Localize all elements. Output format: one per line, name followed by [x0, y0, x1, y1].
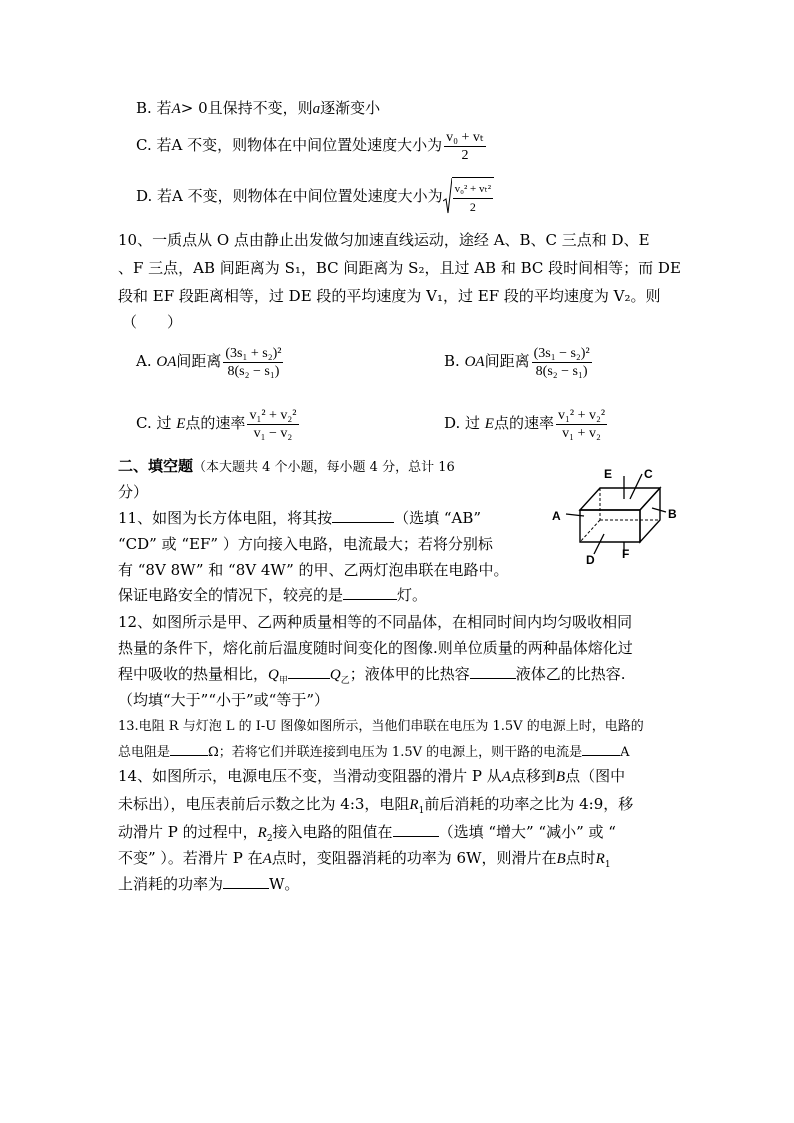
square-root: $\frac{\text{v₀² + vₜ²}}{2}$ [443, 177, 494, 217]
label-f: F [622, 547, 630, 561]
answer-blank [393, 822, 439, 837]
q10-option-d: D. 过 E点的速率 $\frac{\text{v₁² + v₂²}}{\text{v₁ + v₂}}$ [444, 407, 606, 441]
option-d: D. 若A 不变，则物体在中间位置处速度大小为 $\frac{\text{v₀² + vₜ²}}{2}$ [136, 176, 494, 217]
label-d: D [586, 553, 595, 567]
q10-option-b: B. OA间距离 $\frac{\text{(3s₁ − s₂)²}}{\text{8(s₂ − s₁)}}$ [444, 345, 590, 379]
option-b: B. 若A> 0且保持不变，则a逐渐变小 [136, 99, 381, 117]
q10-line2: 、F 三点，AB 间距离为 S₁，BC 间距离为 S₂，且过 AB 和 BC 段时间相等；而 DE [118, 259, 681, 277]
answer-blank [332, 508, 394, 523]
q11-line3: 有 “8V 8W” 和 “8V 4W” 的甲、乙两灯泡串联在电路中。 [118, 561, 509, 579]
section-heading-cont: 分） [118, 483, 149, 501]
q14-line1: 14、如图所示，电源电压不变，当滑动变阻器的滑片 P 从A点移到B点（图中 [118, 767, 626, 785]
answer-blank [470, 664, 516, 679]
label-b: B [668, 507, 677, 521]
answer-blank [288, 664, 330, 679]
label-a: A [552, 509, 561, 523]
answer-blank [170, 741, 208, 756]
cuboid-resistor-figure [548, 462, 688, 572]
q12-line3: 程中吸收的热量相比，$Q_甲$ $Q_乙$；液体甲的比热容 液体乙的比热容. [118, 665, 626, 686]
label-e: E [604, 467, 613, 481]
q11-line1: 11、如图为长方体电阻，将其按 （选填 “AB” [118, 509, 482, 527]
q10-line3: 段和 EF 段距离相等，过 DE 段的平均速度为 V₁，过 EF 段的平均速度为 V₂。则 [118, 287, 661, 305]
q14-line4: 不变” ）。若滑片 P 在A点时，变阻器消耗的功率为 6W，则滑片在B点时$R_1$ [118, 849, 611, 870]
q13-line1: 13.电阻 R 与灯泡 L 的 I-U 图像如图所示，当他们串联在电压为 1.5V 的电源上时，电路的 [118, 719, 644, 734]
q13-line2: 总电阻是 Ω；若将它们并联连接到电压为 1.5V 的电源上，则干路的电流是 A [118, 741, 630, 763]
answer-blank [582, 741, 620, 756]
answer-blank [223, 874, 269, 889]
q14-line5: 上消耗的功率为 W。 [118, 875, 300, 893]
q12-line1: 12、如图所示是甲、乙两种质量相等的不同晶体，在相同时间内均匀吸收相同 [118, 613, 633, 631]
q11-line2: “CD” 或 “EF” ）方向接入电路，电流最大；若将分别标 [118, 535, 493, 553]
q14-line3: 动滑片 P 的过程中，$R_2$接入电路的阻值在 （选填 “增大” “减小” 或 “ [118, 823, 616, 844]
q10-option-c: C. 过 E点的速率 $\frac{\text{v₁² + v₂²}}{\text{v₁ − v₂}}$ [136, 407, 297, 441]
q14-line2: 未标出），电压表前后示数之比为 4:3，电阻$R_1$前后消耗的功率之比为 4:9，移 [118, 795, 634, 816]
q10-line4: （ ） [122, 313, 183, 331]
fraction: $\frac{\text{v₀ + vₜ}}{2}$ [446, 129, 484, 163]
q10-line1: 10、一质点从 O 点由静止出发做匀加速直线运动，途经 A、B、C 三点和 D、E [118, 231, 650, 249]
q10-option-a: A. OA间距离 $\frac{\text{(3s₁ + s₂)²}}{\text{8(s₂ − s₁)}}$ [136, 345, 282, 379]
q12-line2: 热量的条件下，熔化前后温度随时间变化的图像.则单位质量的两种晶体熔化过 [118, 639, 633, 657]
q11-line4: 保证电路安全的情况下，较亮的是 灯。 [118, 586, 428, 604]
label-c: C [644, 467, 653, 481]
q12-line4: （均填“大于”“小于”或“等于”） [118, 691, 330, 709]
answer-blank [343, 585, 397, 600]
option-c: C. 若A 不变，则物体在中间位置处速度大小为 $\frac{\text{v₀ + vₜ}}{2}$ [136, 129, 484, 163]
section-heading: 二、填空题（本大题共 4 个小题，每小题 4 分，总计 16 [118, 457, 455, 475]
